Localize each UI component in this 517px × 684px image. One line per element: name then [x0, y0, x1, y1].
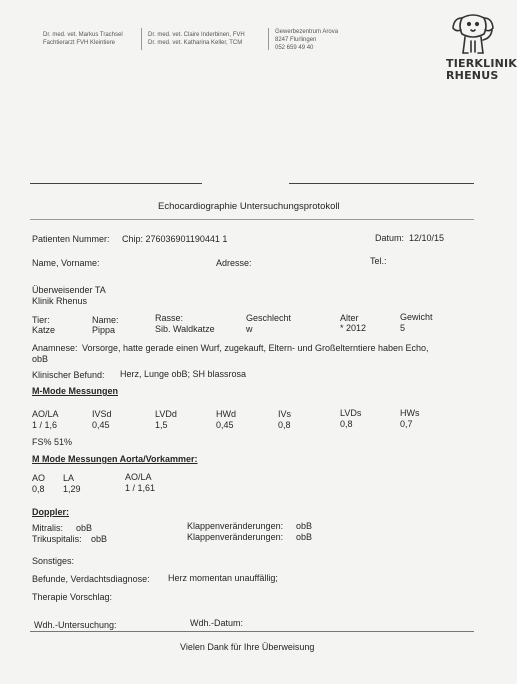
title-rule: [30, 219, 474, 220]
animal-header: Tier:: [32, 315, 50, 325]
header-column-vet-1: [43, 31, 123, 47]
aorta-value: 0,8: [32, 484, 45, 494]
mmode-header: HWs: [400, 408, 420, 418]
animal-value: 5: [400, 323, 406, 333]
animal-value: Katze: [32, 325, 56, 335]
name-label: Name, Vorname:: [32, 258, 100, 268]
mmode-value: 1,5: [155, 420, 168, 430]
mmode-aorta-title: M Mode Messungen Aorta/Vorkammer:: [32, 454, 198, 464]
header-column-vet-2: [148, 31, 245, 47]
patient-number-label: Patienten Nummer:: [32, 234, 110, 244]
wdh-untersuchung-label: Wdh.-Untersuchung:: [34, 620, 117, 630]
animal-header: Geschlecht: [246, 313, 292, 323]
closing-thanks: Vielen Dank für Ihre Überweisung: [180, 642, 315, 652]
date-label: Datum:: [375, 233, 405, 243]
header-line: Fachtierarzt FVH Kleintiere: [43, 40, 116, 46]
aorta-value: 1,29: [63, 484, 81, 494]
tel-label: Tel.:: [370, 256, 387, 266]
clinical-text: Herz, Lunge obB; SH blassrosa: [120, 369, 247, 379]
header-line: 8247 Flurlingen: [275, 37, 317, 43]
befunde-label: Befunde, Verdachtsdiagnose:: [32, 574, 150, 584]
valve-label: Klappenveränderungen:: [187, 521, 284, 531]
aorta-header: AO/LA: [125, 472, 152, 482]
tricuspid-label: Trikuspitalis:: [32, 534, 82, 544]
address-label: Adresse:: [216, 258, 252, 268]
logo-wordmark: [446, 58, 517, 82]
top-rule-left: [30, 183, 202, 184]
anamnese-label: Anamnese:: [32, 343, 78, 353]
referral-label: Überweisender TA: [32, 285, 106, 295]
mmode-value: 0,45: [216, 420, 234, 430]
mmode-header: IVs: [278, 409, 292, 419]
valve-value: obB: [296, 521, 313, 531]
mmode-value: 1 / 1,6: [32, 420, 58, 430]
patient-number-value: Chip: 276036901190441 1: [122, 234, 228, 244]
aorta-value: 1 / 1,61: [125, 483, 156, 493]
mmode-header: LVDs: [340, 408, 362, 418]
mmode-header: LVDd: [155, 409, 177, 419]
mmode-value: 0,7: [400, 419, 413, 429]
logo-line: TIERKLINIK: [446, 57, 517, 70]
valve-label: Klappenveränderungen:: [187, 532, 284, 542]
mmode-value: 0,45: [92, 420, 110, 430]
sonstiges-label: Sonstiges:: [32, 556, 75, 566]
animal-header: Rasse:: [155, 313, 184, 323]
doppler-title: Doppler:: [32, 507, 69, 517]
animal-header: Gewicht: [400, 312, 433, 322]
animal-value: Pippa: [92, 325, 116, 335]
header-line: Dr. med. vet. Markus Trachsel: [43, 32, 123, 38]
date-value: 12/10/15: [409, 233, 445, 243]
aorta-header: LA: [63, 473, 75, 483]
top-rule-right: [289, 183, 474, 184]
dog-logo-icon: [448, 8, 498, 58]
animal-header: Name:: [92, 315, 119, 325]
mitral-label: Mitralis:: [32, 523, 63, 533]
mmode-value: 0,8: [278, 420, 291, 430]
header-line: Dr. med. vet. Katharina Keller, TCM: [148, 40, 243, 46]
anamnese-text: Vorsorge, hatte gerade einen Wurf, zugekauft, Eltern- und Großelterntiere haben Echo,: [82, 343, 429, 353]
followup-rule: [30, 631, 474, 632]
anamnese-text-cont: obB: [32, 354, 49, 364]
animal-header: Alter: [340, 313, 359, 323]
animal-value: * 2012: [340, 323, 367, 333]
clinical-label: Klinischer Befund:: [32, 370, 105, 380]
befunde-value: Herz momentan unauffällig;: [168, 573, 278, 583]
valve-value: obB: [296, 532, 313, 542]
header-line: Dr. med. vet. Claire Inderbinen, FVH: [148, 32, 245, 38]
mmode-header: IVSd: [92, 409, 112, 419]
fractional-shortening: FS% 51%: [32, 437, 73, 447]
tricuspid-value: obB: [91, 534, 108, 544]
mmode-header: HWd: [216, 409, 236, 419]
animal-value: Sib. Waldkatze: [155, 324, 215, 334]
logo-line: RHENUS: [446, 69, 499, 82]
header-line: 052 659 49 40: [275, 45, 314, 51]
wdh-datum-label: Wdh.-Datum:: [190, 618, 244, 628]
aorta-header: AO: [32, 473, 46, 483]
page-title: Echocardiographie Untersuchungsprotokoll: [158, 201, 340, 212]
mmode-title: M-Mode Messungen: [32, 386, 119, 396]
header-line: Gewerbezentrum Arova: [275, 29, 339, 35]
mmode-value: 0,8: [340, 419, 353, 429]
header-column-address: [275, 28, 338, 52]
referral-value: Klinik Rhenus: [32, 296, 88, 306]
header-divider: [268, 28, 269, 50]
mmode-header: AO/LA: [32, 409, 59, 419]
mitral-value: obB: [76, 523, 93, 533]
animal-value: w: [246, 324, 253, 334]
header-divider: [141, 28, 142, 50]
therapie-label: Therapie Vorschlag:: [32, 592, 113, 602]
